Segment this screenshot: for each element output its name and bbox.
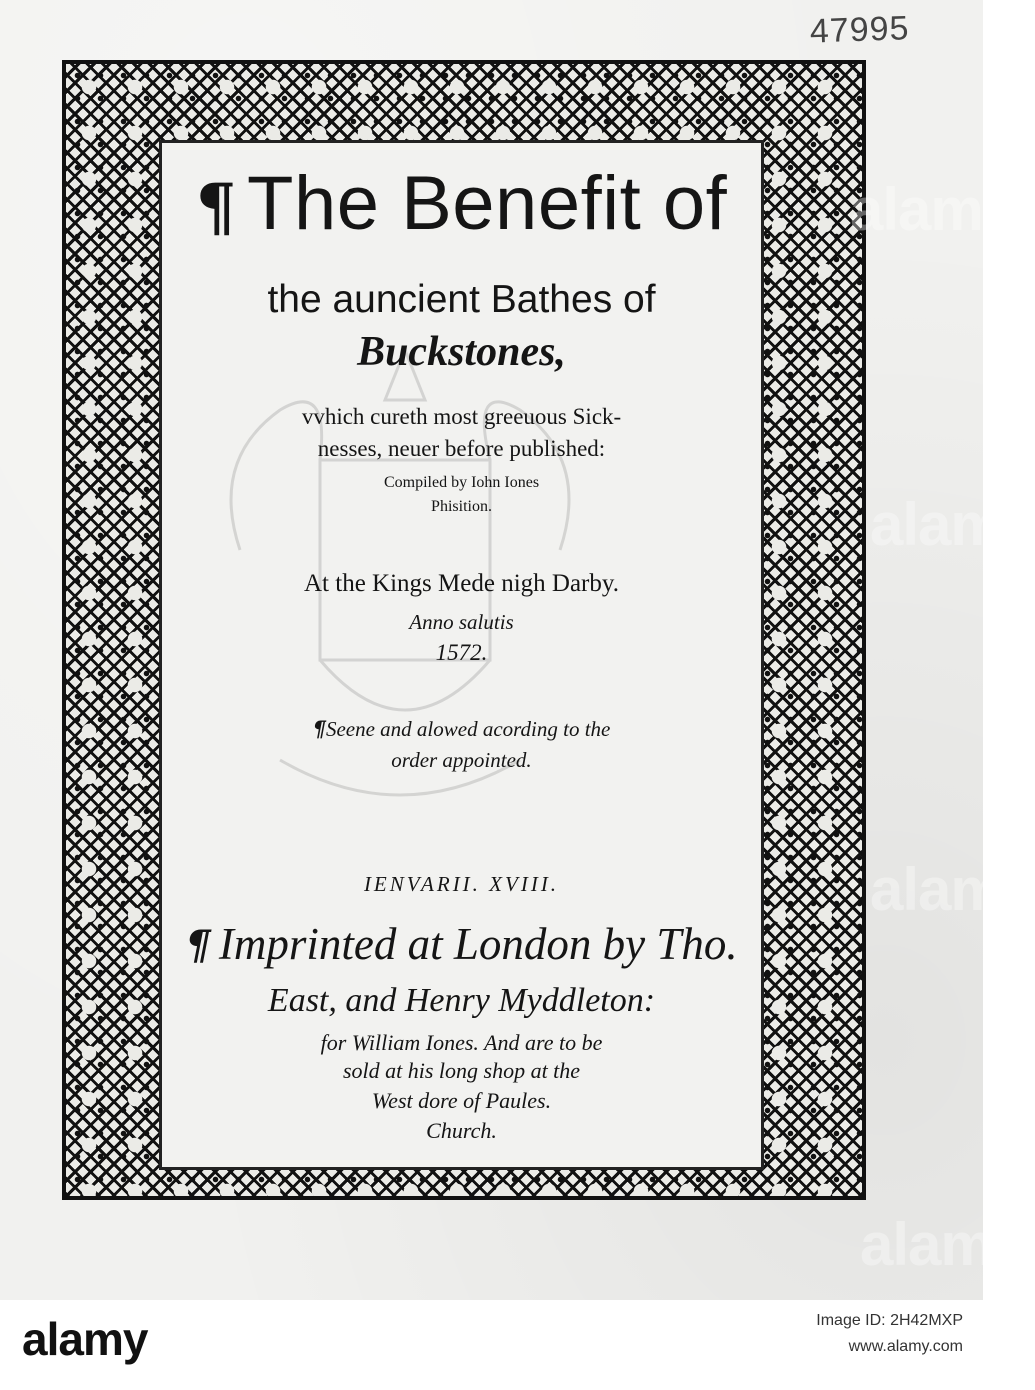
- imprint-text-1: Imprinted at London by Tho.: [218, 919, 738, 969]
- license-line-1: [159, 716, 764, 742]
- place-line: At the Kings Mede nigh Darby.: [304, 570, 619, 597]
- subtitle-line-1: the auncient Bathes of: [267, 278, 656, 321]
- compiled-by-line: Compiled by Iohn Iones: [383, 474, 540, 491]
- imprint-line-5: West dore of Paules.: [371, 1088, 552, 1113]
- alamy-logo: alamy: [22, 1313, 148, 1365]
- pilcrow-mark: ¶: [195, 170, 238, 245]
- description-line-1: vvhich cureth most greeuous Sick-: [301, 404, 622, 429]
- handwritten-shelfmark: 47995: [809, 9, 911, 51]
- domain-link[interactable]: www.alamy.com: [848, 1338, 963, 1355]
- title-text: The Benefit of: [247, 161, 728, 246]
- image-reference: [816, 1312, 963, 1356]
- image-id-text: Image ID: 2H42MXP: [816, 1312, 963, 1329]
- description-line-2: nesses, neuer before published:: [317, 436, 606, 461]
- imprint-line-4: sold at his long shop at the: [342, 1058, 581, 1083]
- anno-line: Anno salutis: [409, 610, 514, 634]
- pilcrow-mark: ¶: [312, 716, 326, 741]
- title-line: [159, 160, 764, 247]
- watermark: alamy: [860, 1211, 1026, 1278]
- watermark: alamy: [870, 856, 1035, 923]
- subtitle-line-2: Buckstones,: [357, 329, 566, 375]
- imprint-line-1: [159, 918, 764, 970]
- author-profession-line: Phisition.: [431, 498, 492, 515]
- imprint-line-2: East, and Henry Myddleton:: [267, 982, 656, 1019]
- watermark: alamy: [850, 176, 1016, 243]
- pilcrow-mark: ¶: [185, 922, 211, 969]
- license-line-2: order appointed.: [391, 748, 532, 772]
- year-line: 1572.: [435, 640, 488, 665]
- imprint-line-3: for William Iones. And are to be: [320, 1030, 603, 1055]
- date-line: IENVARII. XVIII.: [363, 872, 560, 896]
- watermark: alamy: [870, 491, 1035, 558]
- imprint-line-6: Church.: [426, 1118, 497, 1143]
- license-text-1: Seene and alowed acording to the: [325, 717, 611, 741]
